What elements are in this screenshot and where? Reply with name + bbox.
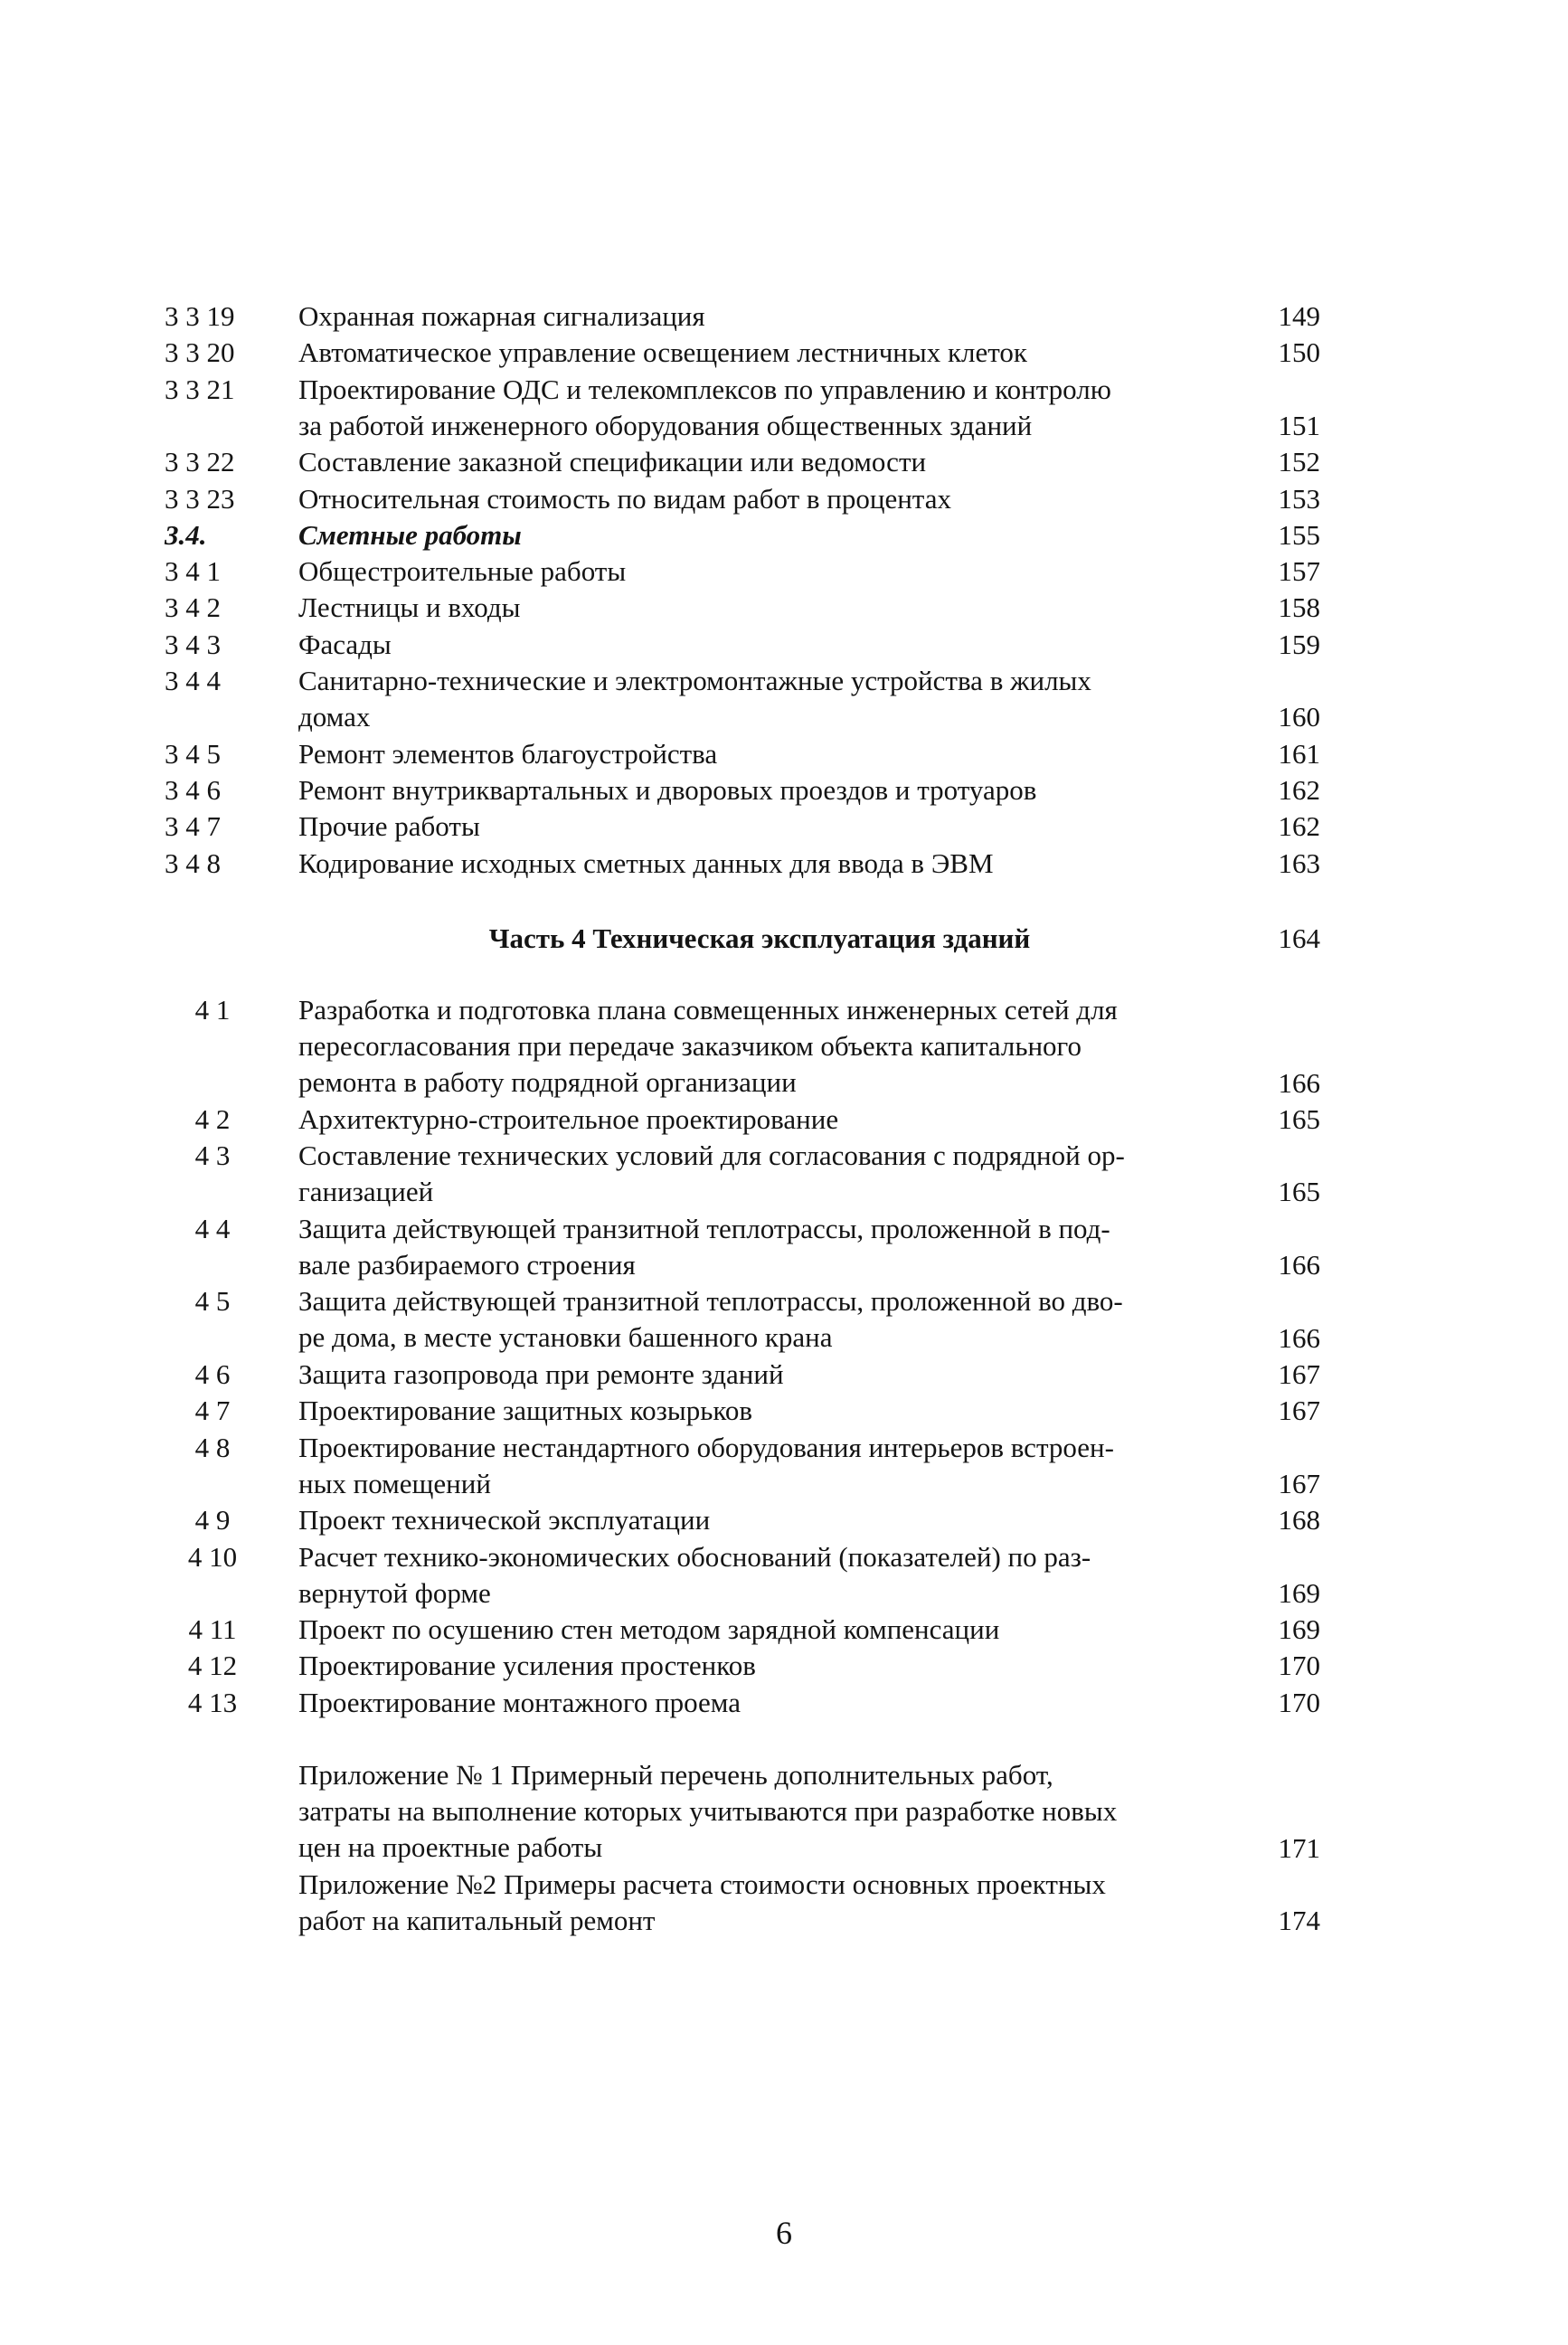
entry-title-line: ганизацией bbox=[298, 1176, 434, 1208]
entry-title-line: Относительная стоимость по видам работ в процентах bbox=[298, 482, 951, 515]
entry-title-line: Разработка и подготовка плана совмещенных инженерных сетей для bbox=[298, 994, 1118, 1026]
entry-page: 159 bbox=[1278, 628, 1320, 660]
entry-number: 4 11 bbox=[188, 1613, 237, 1646]
entry-title-line: Проект по осушению стен методом зарядной компенсации bbox=[298, 1613, 1000, 1646]
entry-title-line: Сметные работы bbox=[298, 518, 522, 551]
entry-title-line: вале разбираемого строения bbox=[298, 1248, 636, 1281]
entry-title bbox=[298, 590, 1221, 626]
entry-title-line: домах bbox=[298, 701, 371, 733]
entry-number: 4 5 bbox=[194, 1285, 231, 1318]
entry-page: 152 bbox=[1278, 446, 1320, 478]
entry-page: 155 bbox=[1278, 518, 1320, 551]
entry-number: 4 6 bbox=[194, 1358, 231, 1390]
entry-page: 166 bbox=[1278, 1249, 1320, 1281]
entry-title bbox=[298, 553, 1221, 590]
entry-page: 161 bbox=[1278, 737, 1320, 770]
entry-number: 3 3 20 bbox=[165, 336, 235, 369]
entry-title bbox=[298, 335, 1221, 371]
entry-title-line: Автоматическое управление освещением лестничных клеток bbox=[298, 336, 1027, 369]
entry-number: 4 13 bbox=[187, 1686, 238, 1718]
entry-title-line: Охранная пожарная сигнализация bbox=[298, 300, 705, 332]
entry-title bbox=[298, 846, 1221, 882]
entry-title-line: цен на проектные работы bbox=[298, 1831, 603, 1863]
entry-page: 162 bbox=[1278, 773, 1320, 806]
entry-title bbox=[298, 1867, 1221, 1939]
entry-title-line: Санитарно-технические и электромонтажные устройства в жилых bbox=[298, 665, 1091, 696]
entry-title bbox=[298, 444, 1221, 480]
entry-title-line: Прочие работы bbox=[298, 810, 480, 843]
part-4-title: Часть 4 Техническая эксплуатация зданий bbox=[488, 922, 1031, 954]
entry-title-line: Лестницы и входы bbox=[298, 591, 521, 624]
entry-page: 162 bbox=[1278, 810, 1320, 843]
entry-page: 168 bbox=[1278, 1504, 1320, 1537]
entry-number: 3 4 4 bbox=[165, 665, 221, 696]
entry-title-line: Защита газопровода при ремонте зданий bbox=[298, 1358, 784, 1390]
entry-page: 169 bbox=[1278, 1613, 1320, 1646]
entry-title-line: пересогласования при передаче заказчиком объекта капитального bbox=[298, 1030, 1082, 1062]
entry-title-line: затраты на выполнение которых учитываются при разработке новых bbox=[298, 1795, 1118, 1827]
entry-title-line: Ремонт внутриквартальных и дворовых проездов и тротуаров bbox=[298, 773, 1037, 806]
entry-page: 170 bbox=[1278, 1650, 1320, 1682]
entry-title-line: Фасады bbox=[298, 628, 392, 660]
entry-number: 4 7 bbox=[194, 1395, 231, 1427]
entry-title bbox=[298, 372, 1221, 444]
entry-title bbox=[298, 1138, 1221, 1210]
entry-title-line: Архитектурно-строительное проектирование bbox=[298, 1102, 839, 1135]
entry-number: 4 9 bbox=[194, 1504, 231, 1537]
entry-number: 4 3 bbox=[194, 1139, 231, 1172]
entry-page: 166 bbox=[1278, 1066, 1320, 1099]
entry-number: 4 12 bbox=[187, 1650, 238, 1682]
entry-page: 165 bbox=[1278, 1176, 1320, 1208]
entry-title-line: Проектирование ОДС и телекомплексов по управлению и контролю bbox=[298, 373, 1111, 405]
entry-title-line: Приложение №2 Примеры расчета стоимости основных проектных bbox=[298, 1867, 1106, 1900]
entry-title bbox=[298, 481, 1221, 517]
entry-number: 3 4 2 bbox=[165, 591, 221, 624]
entry-title bbox=[298, 1502, 1221, 1538]
entry-title-line: ре дома, в месте установки башенного крана bbox=[298, 1321, 833, 1354]
entry-number: 3 4 5 bbox=[165, 737, 221, 770]
entry-title bbox=[298, 627, 1221, 663]
entry-title bbox=[298, 992, 1221, 1101]
entry-title bbox=[298, 1612, 1221, 1648]
entry-title-line: вернутой форме bbox=[298, 1576, 491, 1609]
entry-number: 3 4 7 bbox=[165, 810, 221, 843]
entry-title-line: Защита действующей транзитной теплотрассы, проложенной во дво- bbox=[298, 1285, 1123, 1318]
entry-title-line: Общестроительные работы bbox=[298, 555, 627, 588]
entry-title bbox=[298, 1211, 1221, 1283]
entry-number: 3.4. bbox=[165, 518, 207, 551]
entry-title-line: Защита действующей транзитной теплотрассы, проложенной в под- bbox=[298, 1212, 1110, 1244]
entry-title-line: за работой инженерного оборудования общественных зданий bbox=[298, 409, 1033, 441]
entry-page: 167 bbox=[1278, 1358, 1320, 1390]
entry-number: 3 3 19 bbox=[165, 300, 235, 332]
entry-number: 4 8 bbox=[194, 1431, 231, 1463]
entry-title bbox=[298, 772, 1221, 808]
entry-title bbox=[298, 808, 1221, 845]
entry-title-line: Проект технической эксплуатации bbox=[298, 1504, 711, 1537]
entry-title-line: Проектирование монтажного проема bbox=[298, 1686, 741, 1718]
entry-title-line: Составление заказной спецификации или ведомости bbox=[298, 446, 927, 478]
entry-page: 158 bbox=[1278, 591, 1320, 624]
entry-title bbox=[298, 1430, 1221, 1502]
entry-title-line: Проектирование защитных козырьков bbox=[298, 1395, 752, 1427]
entry-number: 3 4 6 bbox=[165, 773, 221, 806]
entry-title bbox=[298, 736, 1221, 772]
entry-page: 166 bbox=[1278, 1321, 1320, 1354]
entry-number: 3 3 22 bbox=[165, 446, 235, 478]
entry-title bbox=[298, 663, 1221, 735]
entry-title-line: работ на капитальный ремонт bbox=[298, 1904, 656, 1936]
entry-page: 170 bbox=[1278, 1686, 1320, 1718]
entry-number: 3 3 21 bbox=[165, 373, 235, 405]
entry-number: 3 4 8 bbox=[165, 846, 221, 879]
entry-title bbox=[298, 1102, 1221, 1138]
entry-title bbox=[298, 1685, 1221, 1721]
entry-title bbox=[298, 298, 1221, 335]
entry-page: 165 bbox=[1278, 1102, 1320, 1135]
entry-page: 151 bbox=[1278, 409, 1320, 441]
entry-page: 149 bbox=[1278, 300, 1320, 332]
part-4-page: 164 bbox=[1278, 922, 1320, 954]
entry-page: 150 bbox=[1278, 336, 1320, 369]
entry-number: 4 1 bbox=[194, 994, 231, 1026]
entry-title bbox=[298, 1539, 1221, 1612]
entry-page: 153 bbox=[1278, 482, 1320, 515]
entry-title bbox=[298, 1648, 1221, 1684]
entry-number: 4 10 bbox=[187, 1540, 238, 1573]
entry-number: 3 4 3 bbox=[165, 628, 221, 660]
entry-title-line: ремонта в работу подрядной организации bbox=[298, 1066, 797, 1098]
entry-title-line: Проектирование усиления простенков bbox=[298, 1650, 756, 1682]
entry-title-line: Проектирование нестандартного оборудования интерьеров встроен- bbox=[298, 1431, 1114, 1463]
entry-page: 160 bbox=[1278, 701, 1320, 733]
entry-title bbox=[298, 1283, 1221, 1356]
entry-title bbox=[298, 1757, 1221, 1866]
entry-page: 157 bbox=[1278, 555, 1320, 588]
entry-page: 169 bbox=[1278, 1576, 1320, 1609]
entry-title bbox=[298, 517, 1221, 553]
entry-page: 163 bbox=[1278, 846, 1320, 879]
entry-title-line: Кодирование исходных сметных данных для ввода в ЭВМ bbox=[298, 846, 994, 879]
entry-number: 4 4 bbox=[194, 1212, 231, 1244]
entry-title-line: ных помещений bbox=[298, 1467, 491, 1499]
page-number: 6 bbox=[776, 2215, 792, 2251]
entry-title bbox=[298, 1357, 1221, 1393]
entry-page: 167 bbox=[1278, 1467, 1320, 1499]
entry-number: 4 2 bbox=[194, 1102, 231, 1135]
entry-title-line: Приложение № 1 Примерный перечень дополнительных работ, bbox=[298, 1759, 1053, 1791]
entry-title-line: Составление технических условий для согласования с подрядной ор- bbox=[298, 1139, 1125, 1172]
entry-number: 3 4 1 bbox=[165, 555, 221, 588]
entry-number: 3 3 23 bbox=[165, 482, 235, 515]
entry-page: 174 bbox=[1278, 1905, 1320, 1937]
entry-page: 171 bbox=[1278, 1831, 1320, 1864]
entry-title-line: Расчет технико-экономических обоснований (показателей) по раз- bbox=[298, 1540, 1091, 1573]
entry-title bbox=[298, 1393, 1221, 1429]
entry-page: 167 bbox=[1278, 1395, 1320, 1427]
entry-title-line: Ремонт элементов благоустройства bbox=[298, 737, 718, 770]
